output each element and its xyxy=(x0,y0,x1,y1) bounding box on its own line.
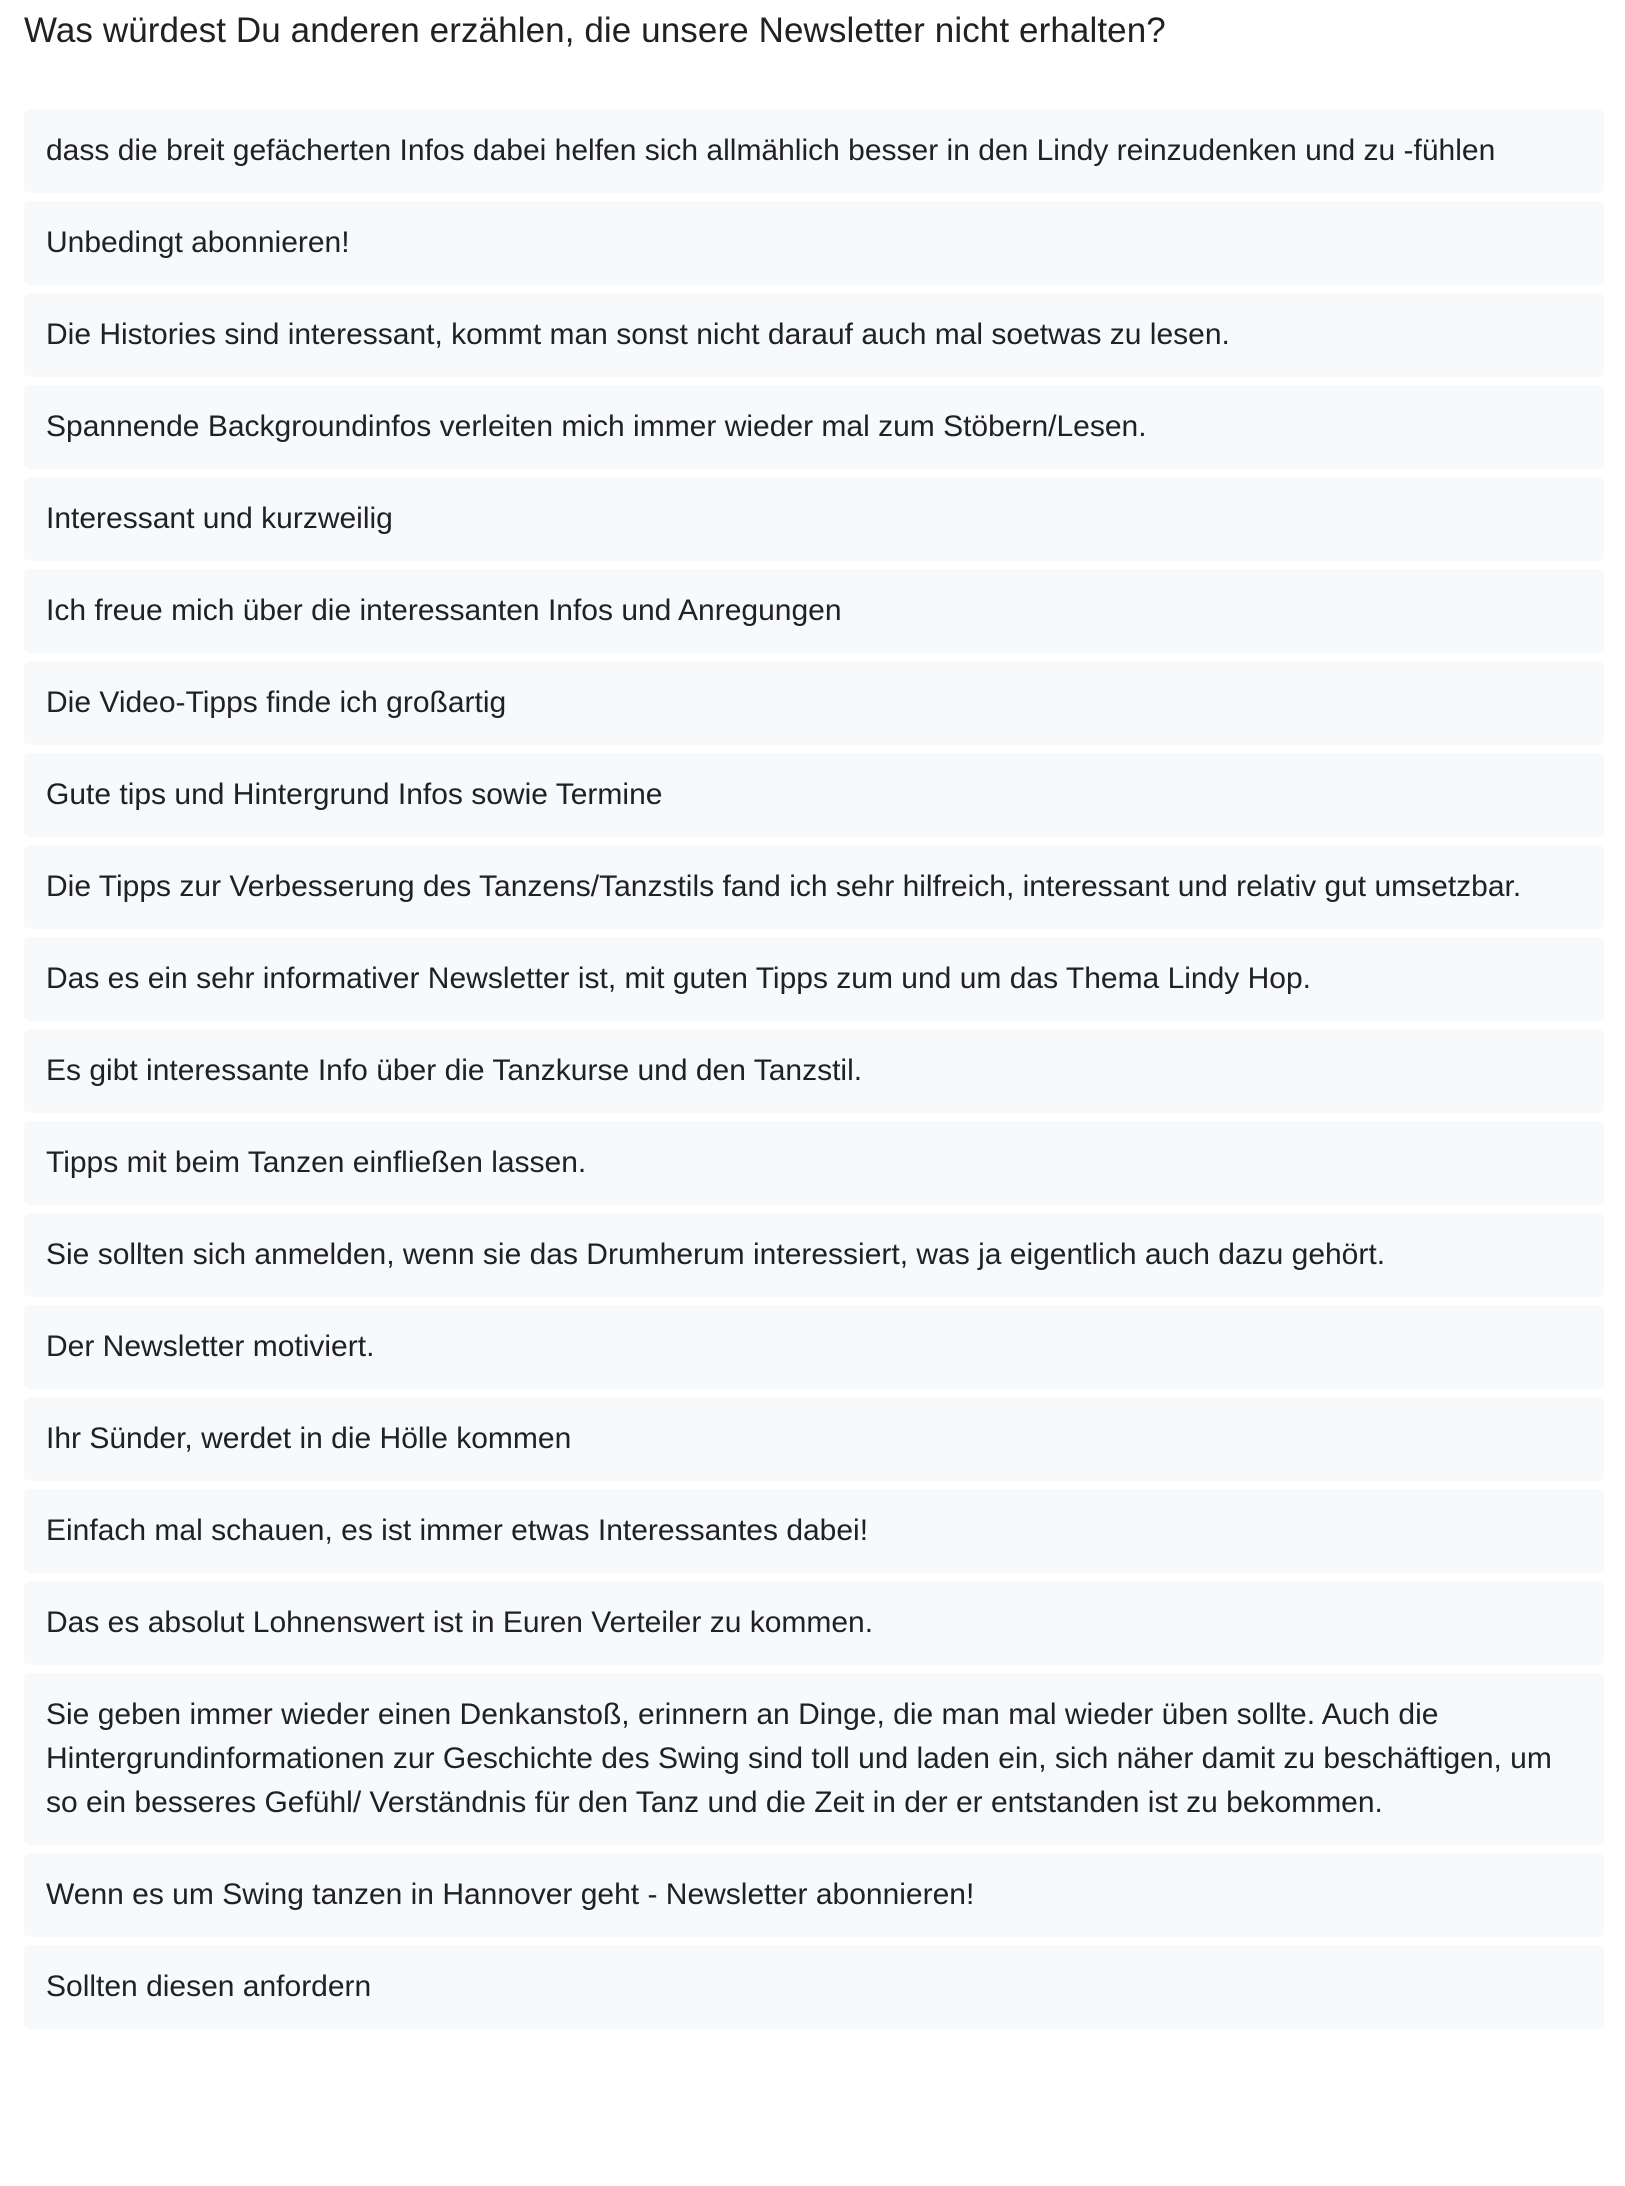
response-item: Sollten diesen anfordern xyxy=(24,1945,1604,2029)
response-item: Der Newsletter motiviert. xyxy=(24,1305,1604,1389)
response-item: Das es absolut Lohnenswert ist in Euren Verteiler zu kommen. xyxy=(24,1581,1604,1665)
question-title: Was würdest Du anderen erzählen, die unsere Newsletter nicht erhalten? xyxy=(24,11,1166,50)
response-item: Gute tips und Hintergrund Infos sowie Termine xyxy=(24,753,1604,837)
response-item: Interessant und kurzweilig xyxy=(24,477,1604,561)
response-item: Sie geben immer wieder einen Denkanstoß, erinnern an Dinge, die man mal wieder üben sollte. Auch die Hintergrundinformationen zur Geschichte des Swing sind toll und laden ein, sich näher damit zu beschäftigen, um so ein besseres Gefühl/ Verständnis für den Tanz und die Zeit in der er entstanden ist zu bekommen. xyxy=(24,1673,1604,1845)
response-item: Die Histories sind interessant, kommt man sonst nicht darauf auch mal soetwas zu lesen. xyxy=(24,293,1604,377)
response-list xyxy=(24,109,1604,2037)
response-item: Sie sollten sich anmelden, wenn sie das Drumherum interessiert, was ja eigentlich auch dazu gehört. xyxy=(24,1213,1604,1297)
response-item: Ich freue mich über die interessanten Infos und Anregungen xyxy=(24,569,1604,653)
response-item: Die Tipps zur Verbesserung des Tanzens/Tanzstils fand ich sehr hilfreich, interessant und relativ gut umsetzbar. xyxy=(24,845,1604,929)
response-item: dass die breit gefächerten Infos dabei helfen sich allmählich besser in den Lindy reinzudenken und zu -fühlen xyxy=(24,109,1604,193)
response-item: Die Video-Tipps finde ich großartig xyxy=(24,661,1604,745)
response-item: Einfach mal schauen, es ist immer etwas Interessantes dabei! xyxy=(24,1489,1604,1573)
response-item: Ihr Sünder, werdet in die Hölle kommen xyxy=(24,1397,1604,1481)
response-item: Das es ein sehr informativer Newsletter ist, mit guten Tipps zum und um das Thema Lindy Hop. xyxy=(24,937,1604,1021)
response-item: Unbedingt abonnieren! xyxy=(24,201,1604,285)
response-item: Wenn es um Swing tanzen in Hannover geht - Newsletter abonnieren! xyxy=(24,1853,1604,1937)
response-item: Tipps mit beim Tanzen einfließen lassen. xyxy=(24,1121,1604,1205)
response-item: Spannende Backgroundinfos verleiten mich immer wieder mal zum Stöbern/Lesen. xyxy=(24,385,1604,469)
response-item: Es gibt interessante Info über die Tanzkurse und den Tanzstil. xyxy=(24,1029,1604,1113)
